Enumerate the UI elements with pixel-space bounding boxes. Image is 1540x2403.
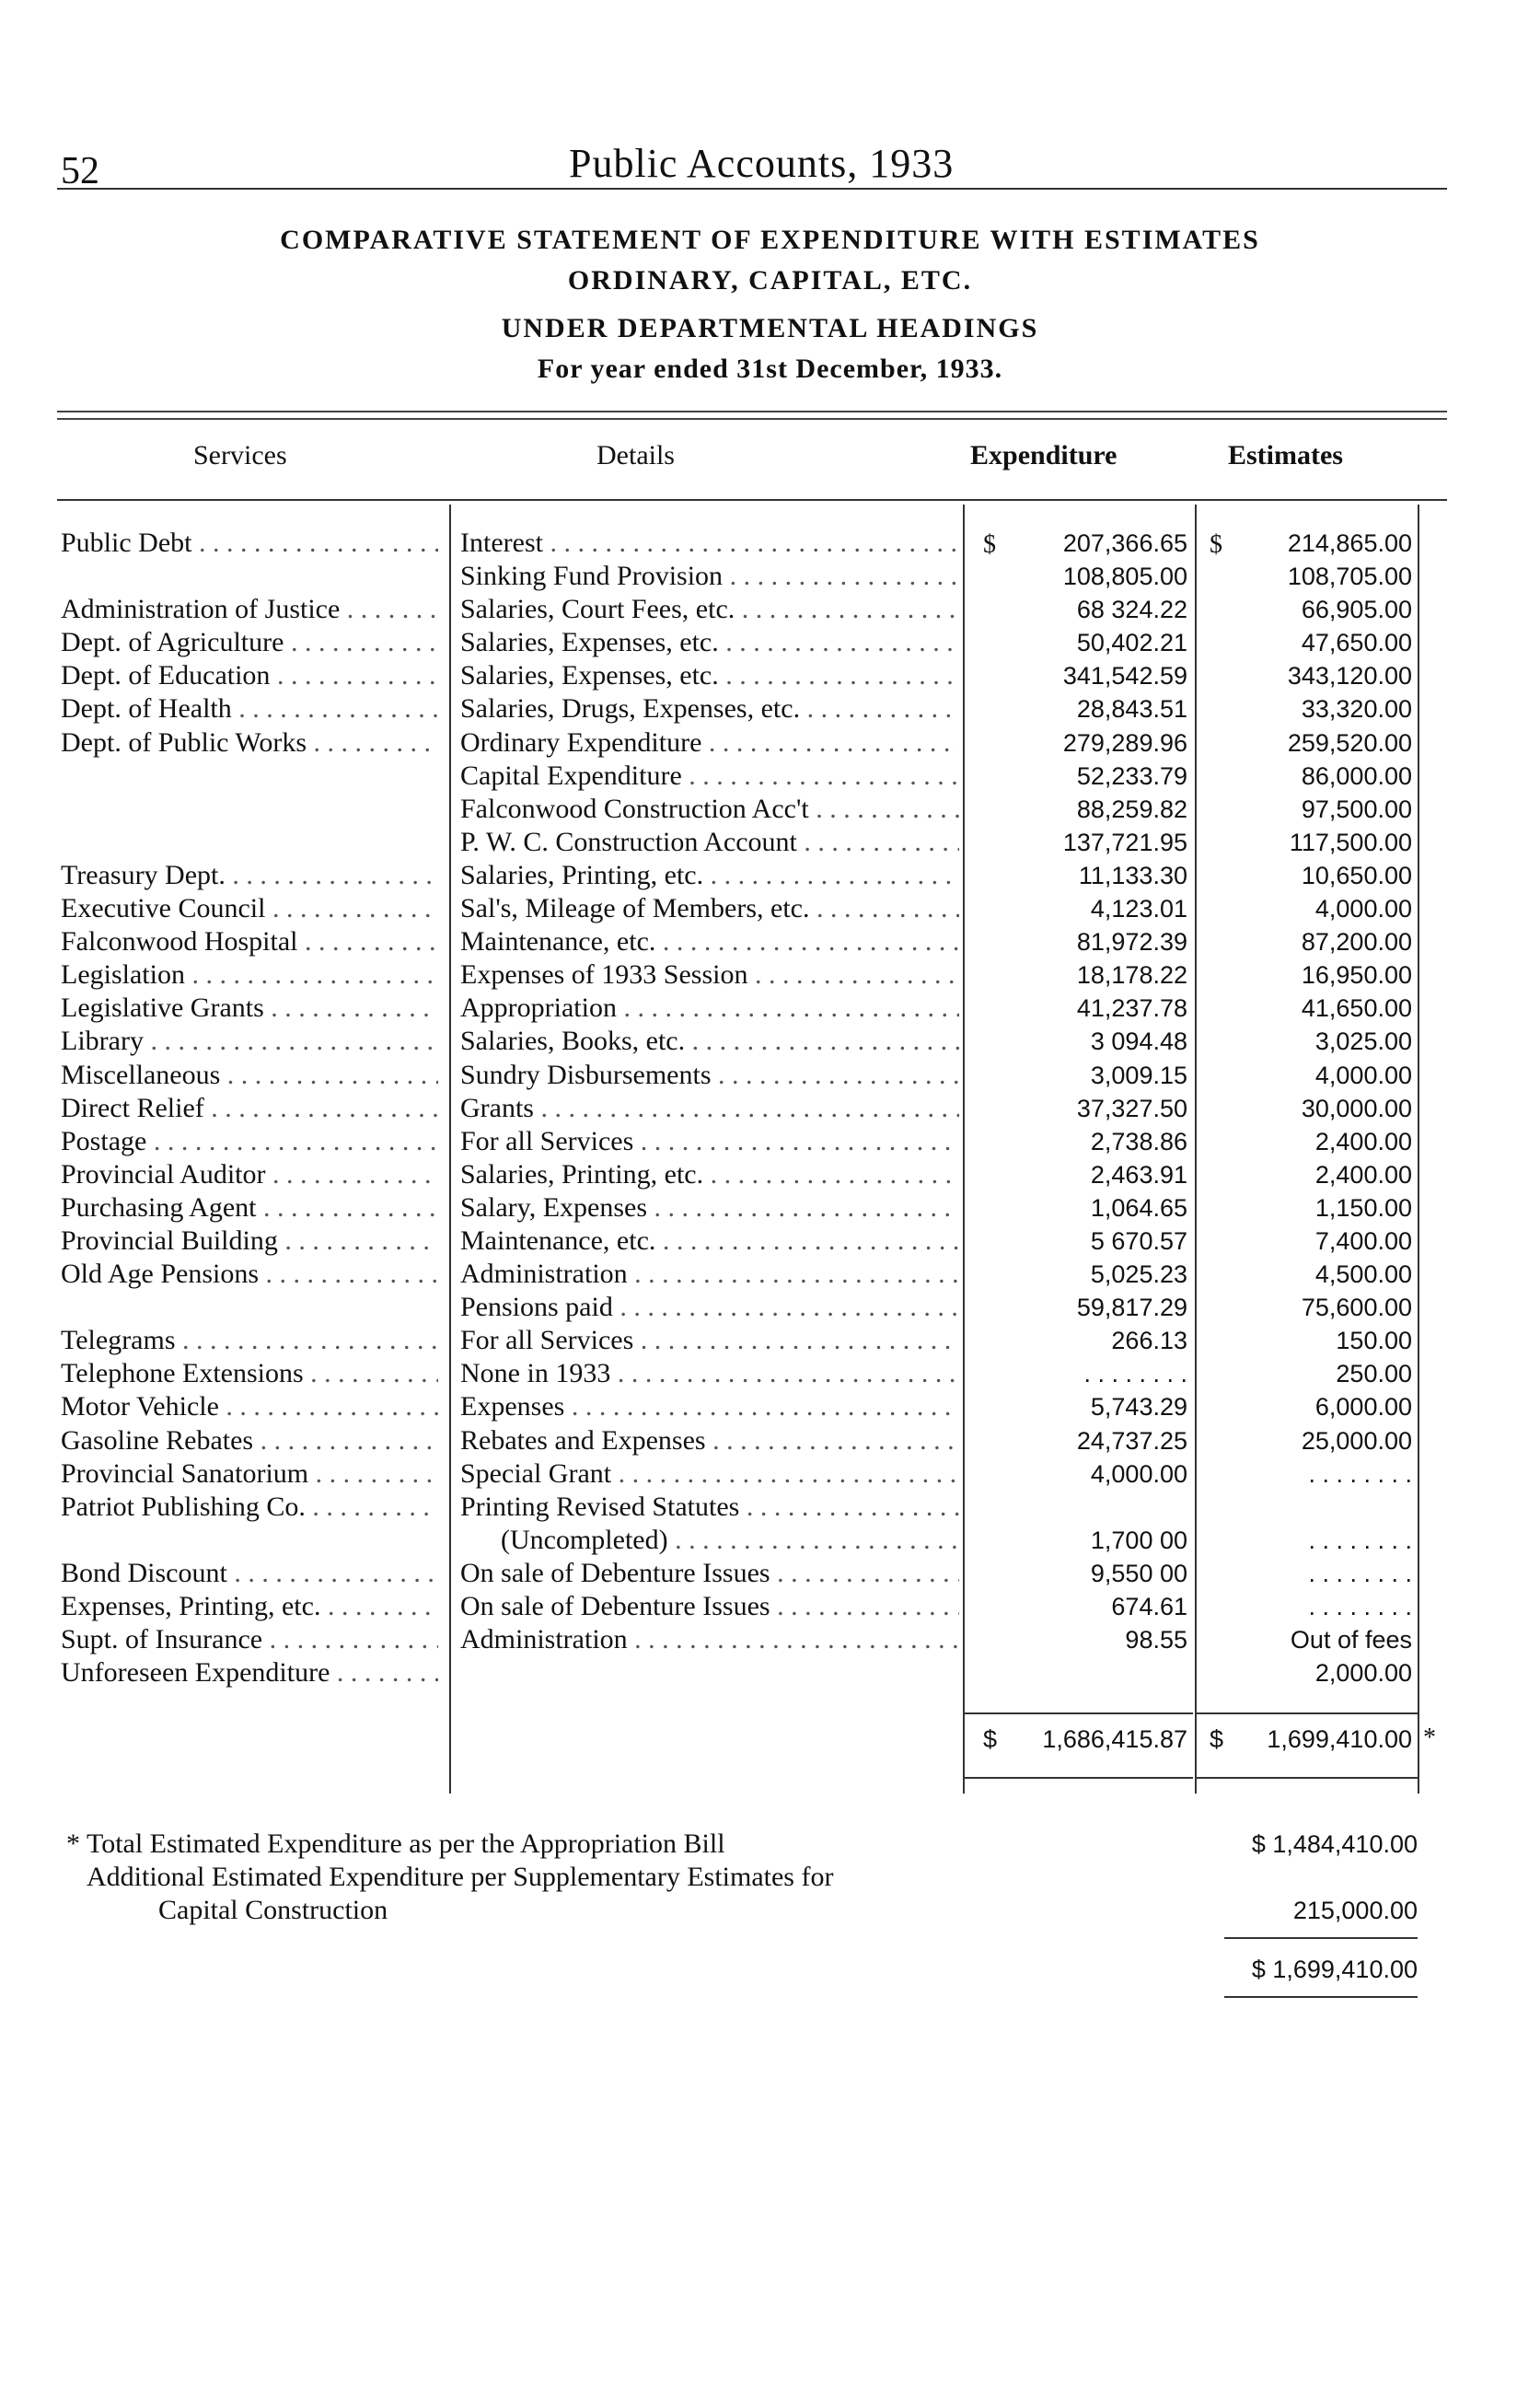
expenditure-cell: 59,817.29 [1076,1294,1187,1322]
expenditure-cell: 52,233.79 [1076,761,1187,790]
detail-cell: Administration . . . [460,1623,959,1656]
service-cell: Public Debt . . . [61,527,438,560]
expenditure-cell: 5 670.57 [1090,1226,1187,1255]
detail-cell: Pensions paid . . . [460,1291,959,1324]
detail-cell: Sal's, Mileage of Members, etc. . . . [460,892,959,925]
detail-cell: P. W. C. Construction Account . . . [460,826,959,859]
statement-period: For year ended 31st December, 1933. [537,354,1003,384]
service-cell: Purchasing Agent . . . [61,1191,438,1225]
detail-cell: Sinking Fund Provision . . . [460,560,959,593]
estimate-cell: 259,520.00 [1287,728,1412,757]
estimate-cell: 66,905.00 [1301,596,1412,624]
total-asterisk: * [1423,1724,1436,1752]
detail-cell: Salaries, Drugs, Expenses, etc. . . . [460,692,959,726]
estimate-cell: 4,000.00 [1314,895,1412,923]
service-cell: Provincial Auditor . . . [61,1158,438,1191]
detail-cell: Special Grant . . . [460,1457,959,1491]
detail-cell: On sale of Debenture Issues . . . [460,1590,959,1623]
detail-cell: Sundry Disbursements . . . [460,1059,959,1092]
service-cell: Telephone Extensions . . . [61,1357,438,1390]
estimate-cell: 343,120.00 [1287,662,1412,691]
detail-cell: Appropriation . . . [460,992,959,1025]
estimate-cell: 10,650.00 [1301,861,1412,889]
service-cell: Unforeseen Expenditure . . . [61,1656,438,1689]
expenditure-cell: 1,064.65 [1090,1193,1187,1222]
detail-cell: Ordinary Expenditure . . . [460,726,959,760]
service-cell: Supt. of Insurance . . . [61,1623,438,1656]
expenditure-cell: 50,402.21 [1076,629,1187,657]
service-cell: Library . . . [61,1025,438,1058]
estimate-cell: 7,400.00 [1314,1226,1412,1255]
expenditure-cell: 2,463.91 [1090,1160,1187,1189]
column-header-expenditure: Expenditure [970,440,1117,470]
total-expenditure-symbol: $ [983,1725,998,1753]
service-cell: Dept. of Education . . . [61,659,438,692]
service-cell: Patriot Publishing Co. . . . [61,1491,438,1524]
total-estimate: 1,699,410.00 [1267,1725,1412,1753]
expenditure-cell: 4,123.01 [1090,895,1187,923]
service-cell: Falconwood Hospital . . . [61,925,438,958]
column-divider-expenditure [1195,505,1197,1794]
expenditure-cell: 137,721.95 [1062,828,1187,856]
column-divider-details [963,505,965,1794]
detail-cell: Administration . . . [460,1258,959,1291]
detail-cell: Rebates and Expenses . . . [460,1424,959,1457]
service-cell: Old Age Pensions . . . [61,1258,438,1291]
estimate-cell: 2,400.00 [1314,1127,1412,1155]
expenditure-cell: 68 324.22 [1076,596,1187,624]
column-divider-estimates [1418,505,1419,1794]
footnote-line-2: Additional Estimated Expenditure per Supplementary Estimates for [87,1862,834,1892]
detail-cell: Maintenance, etc. . . . [460,1225,959,1258]
service-cell: Legislative Grants . . . [61,992,438,1025]
estimate-cell: 2,000.00 [1314,1659,1412,1688]
expenditure-cell: 98.55 [1125,1626,1187,1654]
service-cell: Miscellaneous . . . [61,1059,438,1092]
estimate-cell: 75,600.00 [1301,1294,1412,1322]
expenditure-cell: . . . . . . . . [1083,1360,1187,1388]
detail-cell: Salaries, Court Fees, etc. . . . [460,593,959,626]
expenditure-cell: 341,542.59 [1062,662,1187,691]
column-divider-services [449,505,451,1794]
estimate-cell: 117,500.00 [1289,828,1412,856]
column-header-rule [57,499,1447,501]
header-rule [57,188,1447,190]
detail-cell: Salaries, Expenses, etc. . . . [460,626,959,659]
estimate-cell: . . . . . . . . [1308,1593,1412,1620]
expenditure-cell: 207,366.65 [1062,529,1187,557]
detail-cell: For all Services . . . [460,1125,959,1158]
service-cell: Telegrams . . . [61,1324,438,1357]
expenditure-total-rule [965,1777,1193,1779]
detail-cell: (Uncompleted) . . . [460,1524,959,1557]
estimate-cell: 16,950.00 [1301,961,1412,990]
expenditure-cell: 28,843.51 [1076,695,1187,724]
footnote-line-1: * Total Estimated Expenditure as per the Appropriation Bill [66,1828,725,1859]
expenditure-subtotal-rule [965,1712,1193,1714]
expenditure-cell: 5,743.29 [1090,1393,1187,1422]
service-cell: Administration of Justice . . . [61,593,438,626]
expenditure-cell: 3,009.15 [1090,1061,1187,1089]
service-cell: Postage . . . [61,1125,438,1158]
estimate-total-rule [1197,1777,1418,1779]
footnote-line-3: Capital Construction [158,1895,388,1925]
service-cell: Expenses, Printing, etc. . . . [61,1590,438,1623]
column-header-estimates: Estimates [1228,440,1343,470]
expenditure-cell: 1,700 00 [1090,1526,1187,1554]
detail-cell: Printing Revised Statutes . . . [460,1491,959,1524]
service-cell: Executive Council . . . [61,892,438,925]
expenditure-cell: 5,025.23 [1090,1260,1187,1289]
service-cell: Provincial Sanatorium . . . [61,1457,438,1491]
estimate-cell: 108,705.00 [1287,563,1412,591]
service-cell: Direct Relief . . . [61,1092,438,1125]
service-cell: Treasury Dept. . . . [61,859,438,892]
expenditure-cell: 24,737.25 [1076,1426,1187,1455]
estimate-cell: 1,150.00 [1314,1193,1412,1222]
expenditure-cell: 279,289.96 [1062,728,1187,757]
service-cell: Dept. of Public Works . . . [61,726,438,760]
expenditure-cell: 9,550 00 [1090,1559,1187,1587]
expenditure-cell: 88,259.82 [1076,795,1187,823]
estimate-cell: 214,865.00 [1287,529,1412,557]
estimate-cell: 86,000.00 [1301,761,1412,790]
total-expenditure: 1,686,415.87 [1042,1725,1187,1753]
expenditure-cell: 4,000.00 [1090,1459,1187,1488]
footnote-amount-1: $ 1,484,410.00 [1251,1830,1418,1858]
estimate-cell: 3,025.00 [1314,1027,1412,1056]
running-title: Public Accounts, 1933 [569,141,955,186]
detail-cell: Salaries, Printing, etc. . . . [460,1158,959,1191]
currency-symbol-expenditure: $ [983,530,996,559]
detail-cell: Falconwood Construction Acc't . . . [460,793,959,826]
footnote-amount-2: 215,000.00 [1292,1897,1418,1924]
estimate-cell: 47,650.00 [1301,629,1412,657]
detail-cell: Salaries, Expenses, etc. . . . [460,659,959,692]
estimate-cell: 4,500.00 [1314,1260,1412,1289]
detail-cell: Maintenance, etc. . . . [460,925,959,958]
expenditure-cell: 266.13 [1111,1327,1187,1355]
expenditure-cell: 674.61 [1111,1593,1187,1620]
service-cell: Dept. of Agriculture . . . [61,626,438,659]
service-cell: Bond Discount . . . [61,1557,438,1590]
service-cell: Dept. of Health . . . [61,692,438,726]
detail-cell: Salaries, Printing, etc. . . . [460,859,959,892]
expenditure-cell: 41,237.78 [1076,994,1187,1023]
estimate-cell: 97,500.00 [1301,795,1412,823]
estimate-cell: 250.00 [1336,1360,1412,1388]
column-header-services: Services [193,440,287,470]
footnote-sum-rule [1224,1937,1418,1939]
service-cell: Gasoline Rebates . . . [61,1424,438,1457]
detail-cell: Expenses of 1933 Session . . . [460,958,959,992]
expenditure-cell: 81,972.39 [1076,928,1187,957]
expenditure-cell: 108,805.00 [1062,563,1187,591]
estimate-cell: 87,200.00 [1301,928,1412,957]
estimate-cell: . . . . . . . . [1308,1559,1412,1587]
detail-cell: Salaries, Books, etc. . . . [460,1025,959,1058]
detail-cell: Expenses . . . [460,1390,959,1423]
column-header-details: Details [596,440,675,470]
estimate-cell: 41,650.00 [1301,994,1412,1023]
service-cell: Provincial Building . . . [61,1225,438,1258]
footnote-sum: $ 1,699,410.00 [1251,1956,1418,1983]
statement-subtitle: ORDINARY, CAPITAL, ETC. [567,265,973,296]
expenditure-cell: 18,178.22 [1076,961,1187,990]
statement-heading: UNDER DEPARTMENTAL HEADINGS [501,313,1039,343]
detail-cell: Interest . . . [460,527,959,560]
detail-cell: For all Services . . . [460,1324,959,1357]
estimate-cell: 6,000.00 [1314,1393,1412,1422]
estimate-subtotal-rule [1197,1712,1418,1714]
estimate-cell: 33,320.00 [1301,695,1412,724]
estimate-cell: 4,000.00 [1314,1061,1412,1089]
estimate-cell: . . . . . . . . [1308,1526,1412,1554]
expenditure-cell: 3 094.48 [1090,1027,1187,1056]
estimate-cell: 150.00 [1336,1327,1412,1355]
estimate-cell: 2,400.00 [1314,1160,1412,1189]
currency-symbol-estimate: $ [1210,530,1222,559]
service-cell: Legislation . . . [61,958,438,992]
table-top-rule [57,411,1447,420]
detail-cell: Salary, Expenses . . . [460,1191,959,1225]
statement-title: COMPARATIVE STATEMENT OF EXPENDITURE WITH ESTIMATES [280,225,1260,255]
expenditure-cell: 37,327.50 [1076,1094,1187,1122]
detail-cell: Capital Expenditure . . . [460,760,959,793]
detail-cell: Grants . . . [460,1092,959,1125]
detail-cell: None in 1933 . . . [460,1357,959,1390]
estimate-cell: 25,000.00 [1301,1426,1412,1455]
service-cell: Motor Vehicle . . . [61,1390,438,1423]
expenditure-cell: 11,133.30 [1078,861,1187,889]
detail-cell: On sale of Debenture Issues . . . [460,1557,959,1590]
footnote-sum-underline [1224,1996,1418,1998]
estimate-cell: . . . . . . . . [1308,1459,1412,1488]
total-estimate-symbol: $ [1210,1725,1224,1753]
estimate-cell: 30,000.00 [1301,1094,1412,1122]
expenditure-cell: 2,738.86 [1090,1127,1187,1155]
estimate-cell: Out of fees [1290,1626,1412,1654]
page-number: 52 [61,150,99,192]
